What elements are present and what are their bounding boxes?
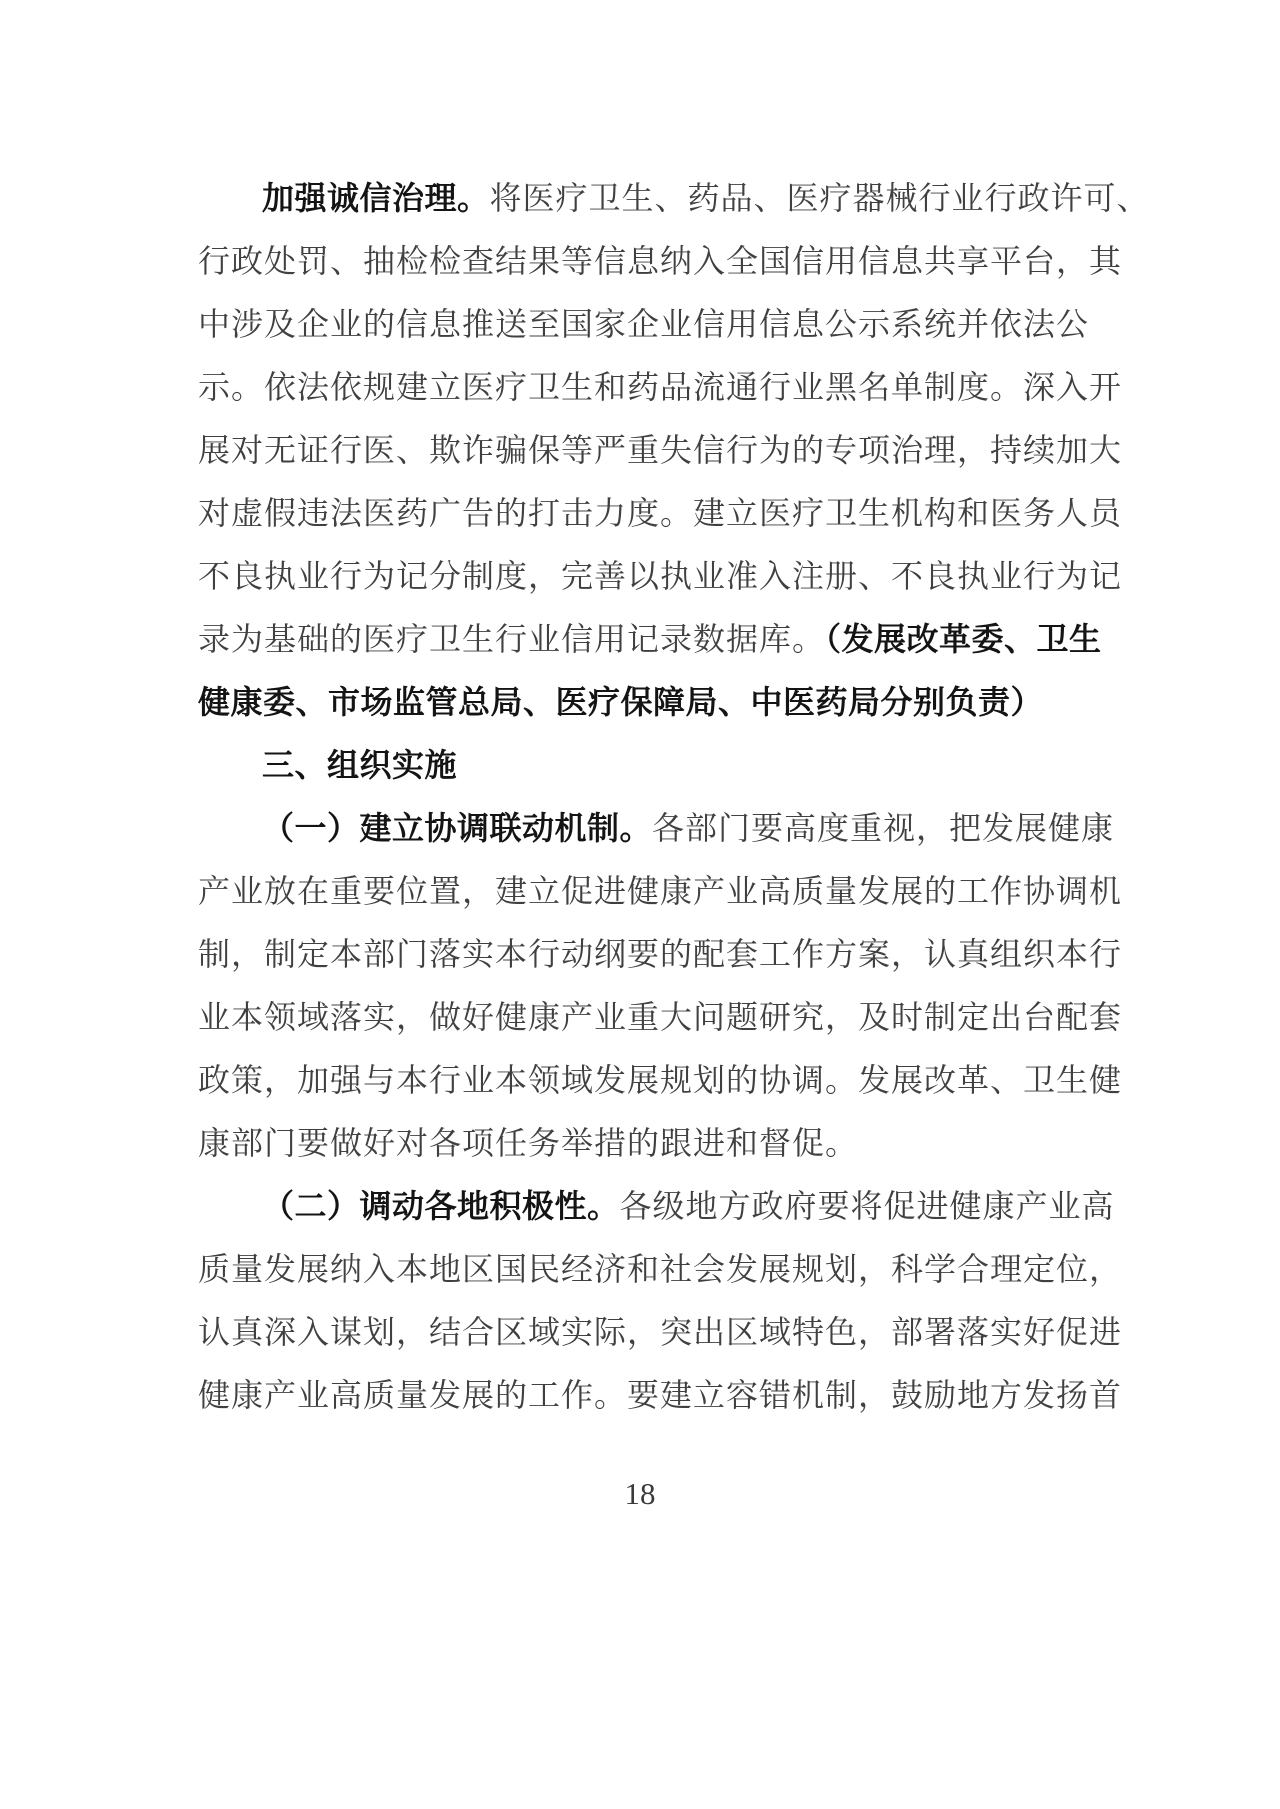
paragraph-integrity-governance-line (198, 167, 1150, 230)
text-line (198, 923, 1138, 986)
text-line (198, 482, 1138, 545)
paragraph-local-initiative-line (198, 1175, 1138, 1238)
subsection-title-label: （一）建立协调联动机制。 (262, 810, 653, 846)
text-line (198, 230, 1138, 293)
text-segment: 不良执业行为记分制度，完善以执业准入注册、不良执业行为记 (198, 558, 1123, 594)
text-segment: 产业放在重要位置，建立促进健康产业高质量发展的工作协调机 (198, 873, 1123, 909)
section-heading-label: 三、组织实施 (262, 747, 458, 783)
page-number: 18 (624, 1476, 656, 1511)
text-line (198, 419, 1138, 482)
text-segment: 行政处罚、抽检检查结果等信息纳入全国信用信息共享平台，其 (198, 243, 1123, 279)
text-segment: 质量发展纳入本地区国民经济和社会发展规划，科学合理定位， (198, 1251, 1123, 1287)
text-segment: 各级地方政府要将促进健康产业高 (619, 1188, 1115, 1224)
text-segment: 中涉及企业的信息推送至国家企业信用信息公示系统并依法公 (198, 306, 1090, 342)
text-line (198, 1364, 1138, 1427)
text-line (198, 1301, 1138, 1364)
text-line (198, 356, 1138, 419)
responsible-departments-label: 健康委、市场监管总局、医疗保障局、中医药局分别负责） (198, 684, 1044, 720)
text-segment: 政策，加强与本行业本领域发展规划的协调。发展改革、卫生健 (198, 1062, 1123, 1098)
text-line (198, 608, 1138, 671)
text-line (198, 1238, 1138, 1301)
subsection-title-label: （二）调动各地积极性。 (262, 1188, 620, 1224)
text-line (198, 860, 1138, 923)
text-segment: 示。依法依规建立医疗卫生和药品流通行业黑名单制度。深入开 (198, 369, 1123, 405)
text-segment: 展对无证行医、欺诈骗保等严重失信行为的专项治理，持续加大 (198, 432, 1123, 468)
text-segment: 康部门要做好对各项任务举措的跟进和督促。 (198, 1125, 859, 1161)
section-heading-organization (198, 734, 1138, 797)
text-line (198, 1049, 1138, 1112)
text-line (198, 545, 1138, 608)
paragraph-coordination-mechanism-line (198, 797, 1138, 860)
text-segment: 各部门要高度重视，把发展健康 (652, 810, 1115, 846)
text-segment: 将医疗卫生、药品、医疗器械行业行政许可、 (489, 180, 1150, 216)
text-line (198, 1112, 1138, 1175)
text-segment: 认真深入谋划，结合区域实际，突出区域特色，部署落实好促进 (198, 1314, 1123, 1350)
text-segment: 制，制定本部门落实本行动纲要的配套工作方案，认真组织本行 (198, 936, 1123, 972)
text-segment: 录为基础的医疗卫生行业信用记录数据库。 (198, 621, 826, 657)
responsible-departments-line (198, 671, 1138, 734)
responsible-departments-label: （发展改革委、卫生 (825, 621, 1102, 657)
text-line (198, 293, 1138, 356)
text-line (198, 986, 1138, 1049)
text-segment: 业本领域落实，做好健康产业重大问题研究，及时制定出台配套 (198, 999, 1123, 1035)
task-title-label: 加强诚信治理。 (262, 180, 490, 216)
text-segment: 健康产业高质量发展的工作。要建立容错机制，鼓励地方发扬首 (198, 1377, 1123, 1413)
text-segment: 对虚假违法医药广告的打击力度。建立医疗卫生机构和医务人员 (198, 495, 1123, 531)
document-body (198, 167, 1150, 1427)
